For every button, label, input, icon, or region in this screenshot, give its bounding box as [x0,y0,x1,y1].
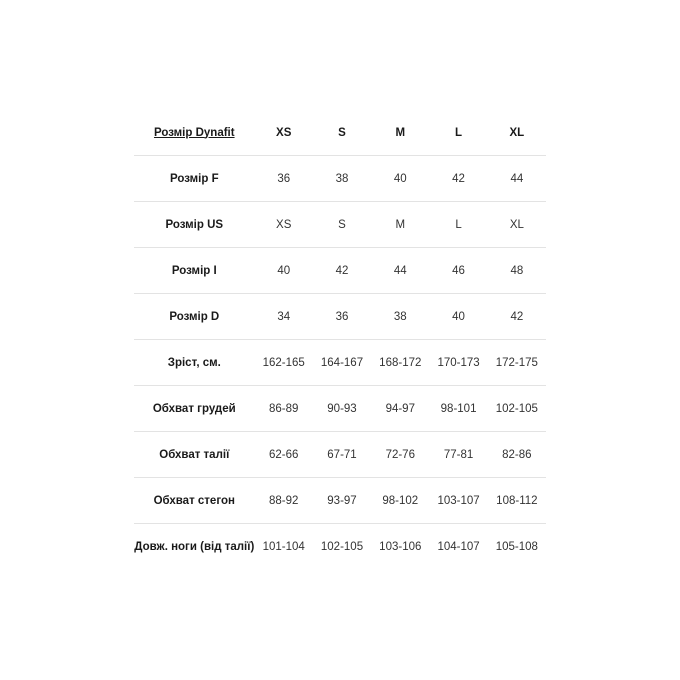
table-cell: 98-102 [371,478,429,524]
table-cell: 38 [371,294,429,340]
table-row [134,340,546,386]
table-cell: 40 [429,294,487,340]
table-cell: 105-108 [495,540,538,553]
table-cell: 98-101 [429,386,487,432]
table-cell: 34 [255,294,313,340]
column-header: XL [488,110,546,156]
table-row [134,248,546,294]
table-cell: 38 [313,156,371,202]
header-row [134,110,546,156]
table-cell: 44 [371,248,429,294]
table-row [134,294,546,340]
column-header: M [371,110,429,156]
column-header: L [429,110,487,156]
table-cell: 72-76 [371,432,429,478]
table-cell: 82-86 [488,432,546,478]
table-cell: 67-71 [313,432,371,478]
table-cell: 168-172 [371,340,429,386]
table-cell: 101-104 [262,540,305,553]
table-cell: 103-107 [429,478,487,524]
table-cell: 86-89 [255,386,313,432]
row-label: Зріст, см. [134,340,255,386]
table-row [134,386,546,432]
table-cell: XL [488,202,546,248]
table-cell: 170-173 [429,340,487,386]
table-cell: S [313,202,371,248]
table-row [134,478,546,524]
table-cell: 46 [429,248,487,294]
table-cell: 104-107 [437,540,480,553]
table-cell: 77-81 [429,432,487,478]
table-cell: 108-112 [488,478,546,524]
table-cell: 93-97 [313,478,371,524]
table-cell: 102-105 [488,386,546,432]
table-cell: 36 [255,156,313,202]
table-cell: 40 [255,248,313,294]
row-label: Довж. ноги (від талії) [134,540,255,553]
table-cell: 172-175 [488,340,546,386]
table-row [134,202,546,248]
table-cell: 36 [313,294,371,340]
table-cell: 42 [313,248,371,294]
row-label: Розмір I [134,248,255,294]
table-cell: 102-105 [320,540,364,553]
table-cell: 103-106 [379,540,422,553]
table-row [134,156,546,202]
table-cell: 88-92 [255,478,313,524]
table-cell: 42 [488,294,546,340]
table-cell: 44 [488,156,546,202]
size-chart-table [134,110,546,569]
table-row [134,524,546,570]
table-cell: 40 [371,156,429,202]
row-label: Розмір D [134,294,255,340]
table-cell: L [429,202,487,248]
column-header: S [313,110,371,156]
row-label: Обхват талії [134,432,255,478]
column-header: XS [255,110,313,156]
row-label: Обхват стегон [134,478,255,524]
table-cell: 164-167 [313,340,371,386]
row-label: Розмір F [134,156,255,202]
table-cell: XS [255,202,313,248]
table-cell: 162-165 [255,340,313,386]
table-cell: M [371,202,429,248]
table-row [134,432,546,478]
table-cell: 94-97 [371,386,429,432]
table-cell: 48 [488,248,546,294]
brand-size-link[interactable]: Розмір Dynafit [134,110,255,156]
row-label: Розмір US [134,202,255,248]
table-cell: 42 [429,156,487,202]
row-label: Обхват грудей [134,386,255,432]
table-cell: 90-93 [313,386,371,432]
table-cell: 62-66 [255,432,313,478]
